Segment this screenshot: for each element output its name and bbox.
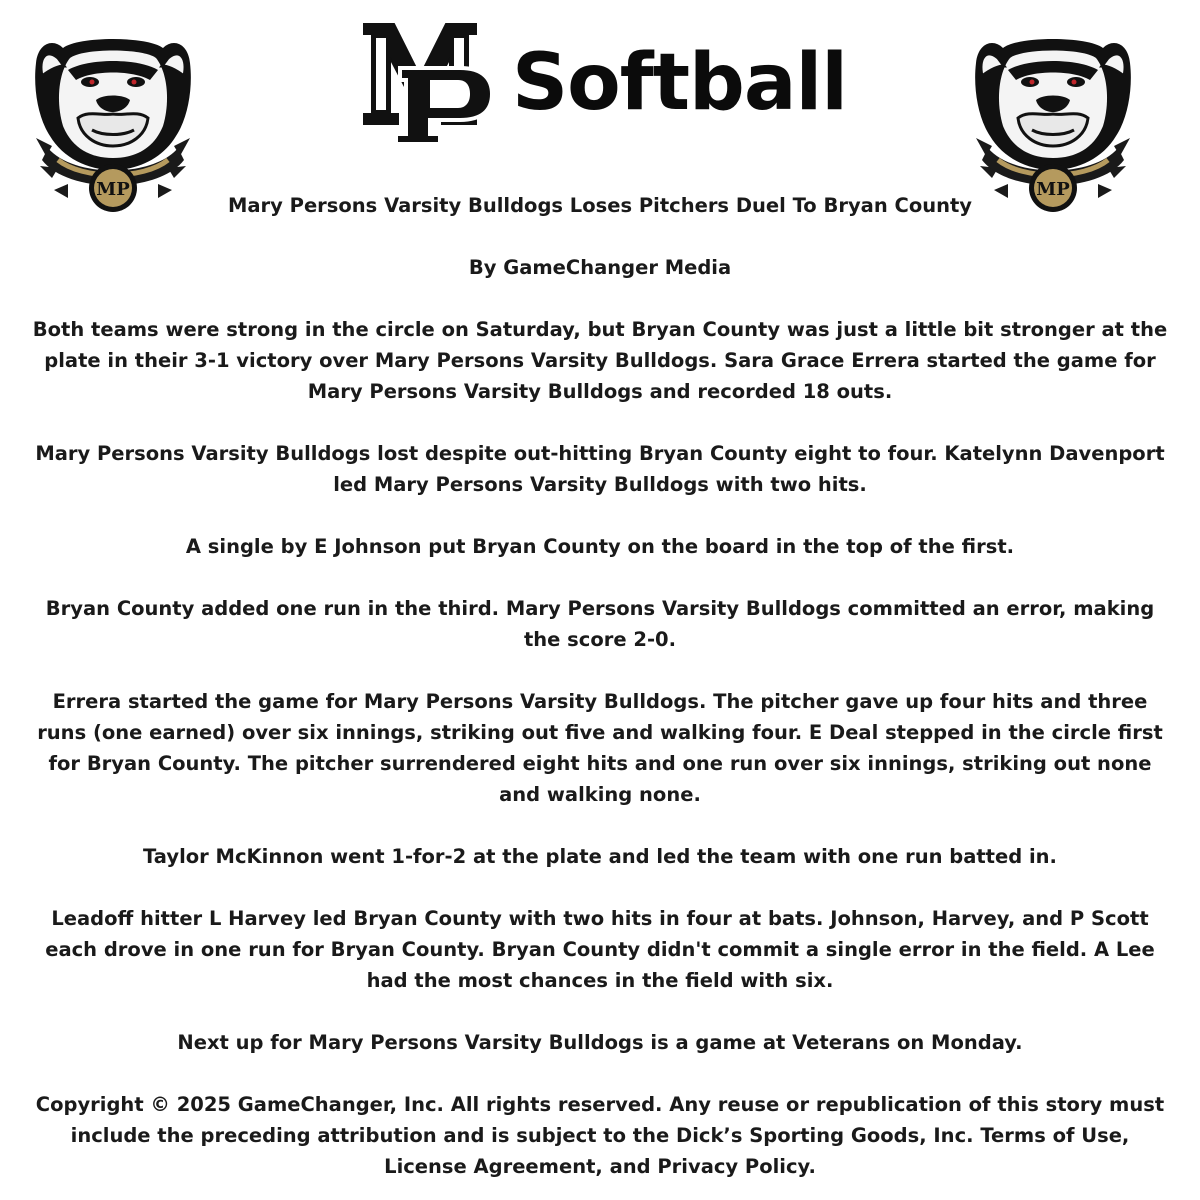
article-paragraph: Errera started the game for Mary Persons Varsity Bulldogs. The pitcher gave up four hits and three runs (one earned) over six innings, striking out five and walking four. E Deal stepped in the circle first for Bryan County. The pitcher surrendered eight hits and one run over six innings, striking out none and walking none.: [37, 690, 1163, 806]
article-paragraph: Next up for Mary Persons Varsity Bulldogs is a game at Veterans on Monday.: [177, 1031, 1023, 1054]
article-paragraph: A single by E Johnson put Bryan County on the board in the top of the first.: [185, 535, 1015, 558]
mp-logo-icon: [360, 18, 495, 148]
article-paragraph: Leadoff hitter L Harvey led Bryan County with two hits in four at bats. Johnson, Harvey, and P Scott each drove in one run for Bryan County. Bryan County didn't commit a single error in the field. A Lee had the most chances in the field with six.: [45, 907, 1155, 992]
article-paragraph: Mary Persons Varsity Bulldogs lost despite out-hitting Bryan County eight to four. Katelynn Davenport led Mary Persons Varsity Bulldogs with two hits.: [35, 442, 1165, 496]
article-headline: Mary Persons Varsity Bulldogs Loses Pitchers Duel To Bryan County: [227, 194, 973, 217]
article-paragraph: Both teams were strong in the circle on Saturday, but Bryan County was just a little bit stronger at the plate in their 3-1 victory over Mary Persons Varsity Bulldogs. Sara Grace Errera started the game for Mary Persons Varsity Bulldogs and recorded 18 outs.: [32, 318, 1168, 403]
page-title: Softball: [512, 38, 847, 128]
bulldog-mascot-icon: [28, 18, 198, 218]
article-byline: By GameChanger Media: [468, 256, 732, 279]
bulldog-mascot-icon: [968, 18, 1138, 218]
article: [30, 190, 1170, 1182]
copyright-notice: Copyright © 2025 GameChanger, Inc. All rights reserved. Any reuse or republication of this story must include the preceding attribution and is subject to the Dick’s Sporting Goods, Inc. Terms of Use, License Agreement, and Privacy Policy.: [35, 1093, 1165, 1178]
header: [0, 0, 1200, 190]
article-paragraph: Taylor McKinnon went 1-for-2 at the plate and led the team with one run batted in.: [143, 845, 1057, 868]
article-paragraph: Bryan County added one run in the third. Mary Persons Varsity Bulldogs committed an error, making the score 2-0.: [45, 597, 1155, 651]
logo-mark-text: MP: [360, 18, 362, 19]
